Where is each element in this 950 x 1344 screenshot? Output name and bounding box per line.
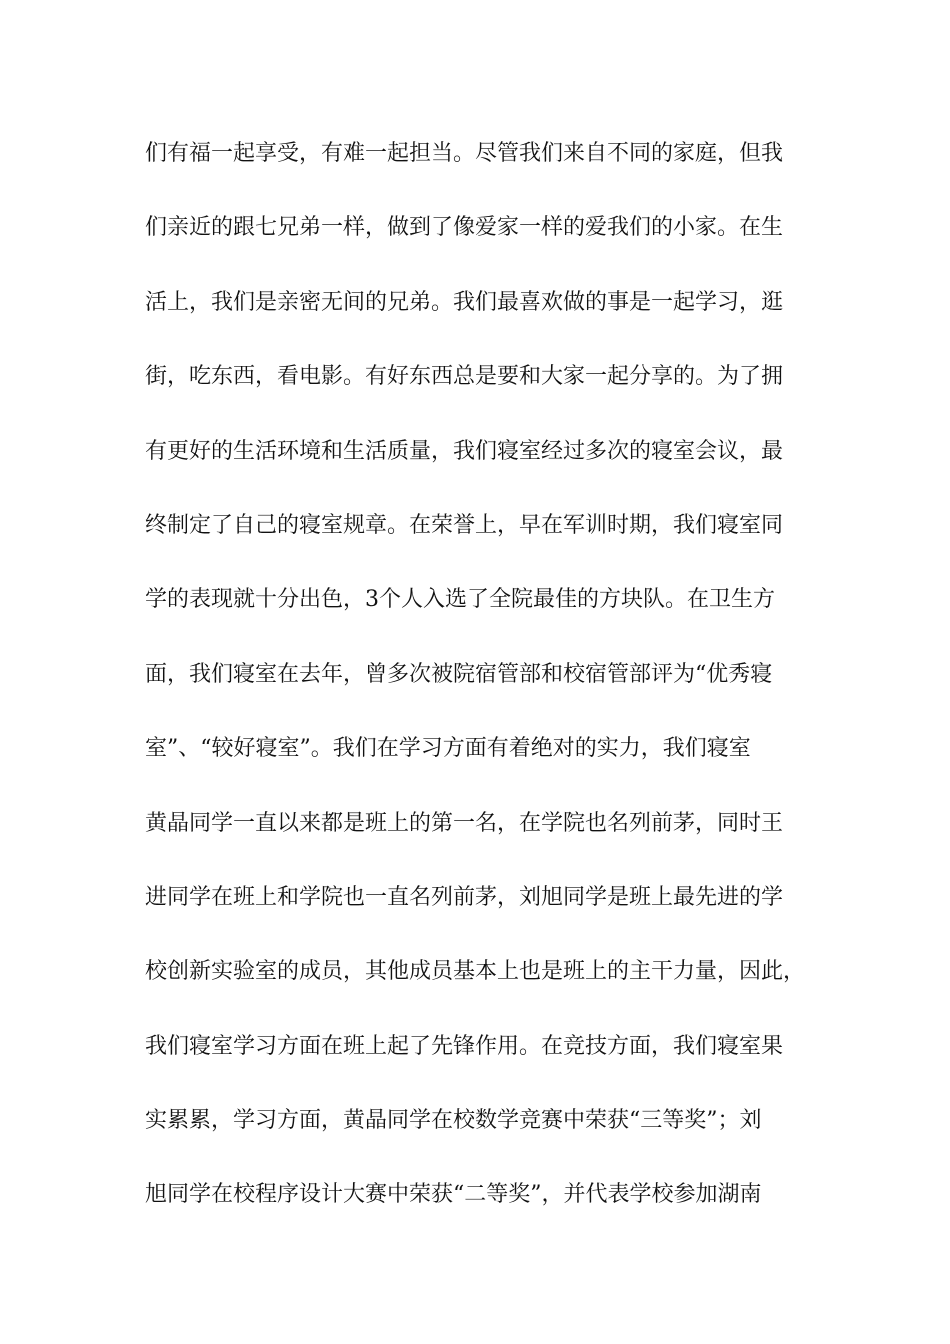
text-line: 有更好的生活环境和生活质量，我们寝室经过多次的寝室会议，最 (145, 438, 784, 464)
text-line: 黄晶同学一直以来都是班上的第一名，在学院也名列前茅，同时王 (145, 810, 784, 836)
text-line: 学的表现就十分出色，3个人入选了全院最佳的方块队。在卫生方 (145, 587, 775, 613)
text-line: 们亲近的跟七兄弟一样，做到了像爱家一样的爱我们的小家。在生 (145, 215, 784, 241)
text-line: 我们寝室学习方面在班上起了先锋作用。在竞技方面，我们寝室果 (145, 1033, 784, 1059)
text-line: 实累累，学习方面，黄晶同学在校数学竞赛中荣获“三等奖”；刘 (145, 1108, 762, 1134)
text-line: 校创新实验室的成员，其他成员基本上也是班上的主干力量，因此， (145, 959, 806, 985)
body-text (145, 132, 815, 1248)
text-line: 活上，我们是亲密无间的兄弟。我们最喜欢做的事是一起学习，逛 (145, 289, 784, 315)
text-line: 室”、“较好寝室”。我们在学习方面有着绝对的实力，我们寝室 (145, 736, 751, 762)
text-line: 面，我们寝室在去年，曾多次被院宿管部和校宿管部评为“优秀寝 (145, 661, 773, 687)
text-line: 旭同学在校程序设计大赛中荣获“二等奖”，并代表学校参加湖南 (145, 1182, 762, 1208)
text-line: 们有福一起享受，有难一起担当。尽管我们来自不同的家庭，但我 (145, 141, 784, 166)
text-line: 终制定了自己的寝室规章。在荣誉上，早在军训时期，我们寝室同 (145, 512, 784, 538)
text-line: 进同学在班上和学院也一直名列前茅，刘旭同学是班上最先进的学 (145, 884, 784, 910)
text-line: 街，吃东西，看电影。有好东西总是要和大家一起分享的。为了拥 (145, 364, 784, 390)
